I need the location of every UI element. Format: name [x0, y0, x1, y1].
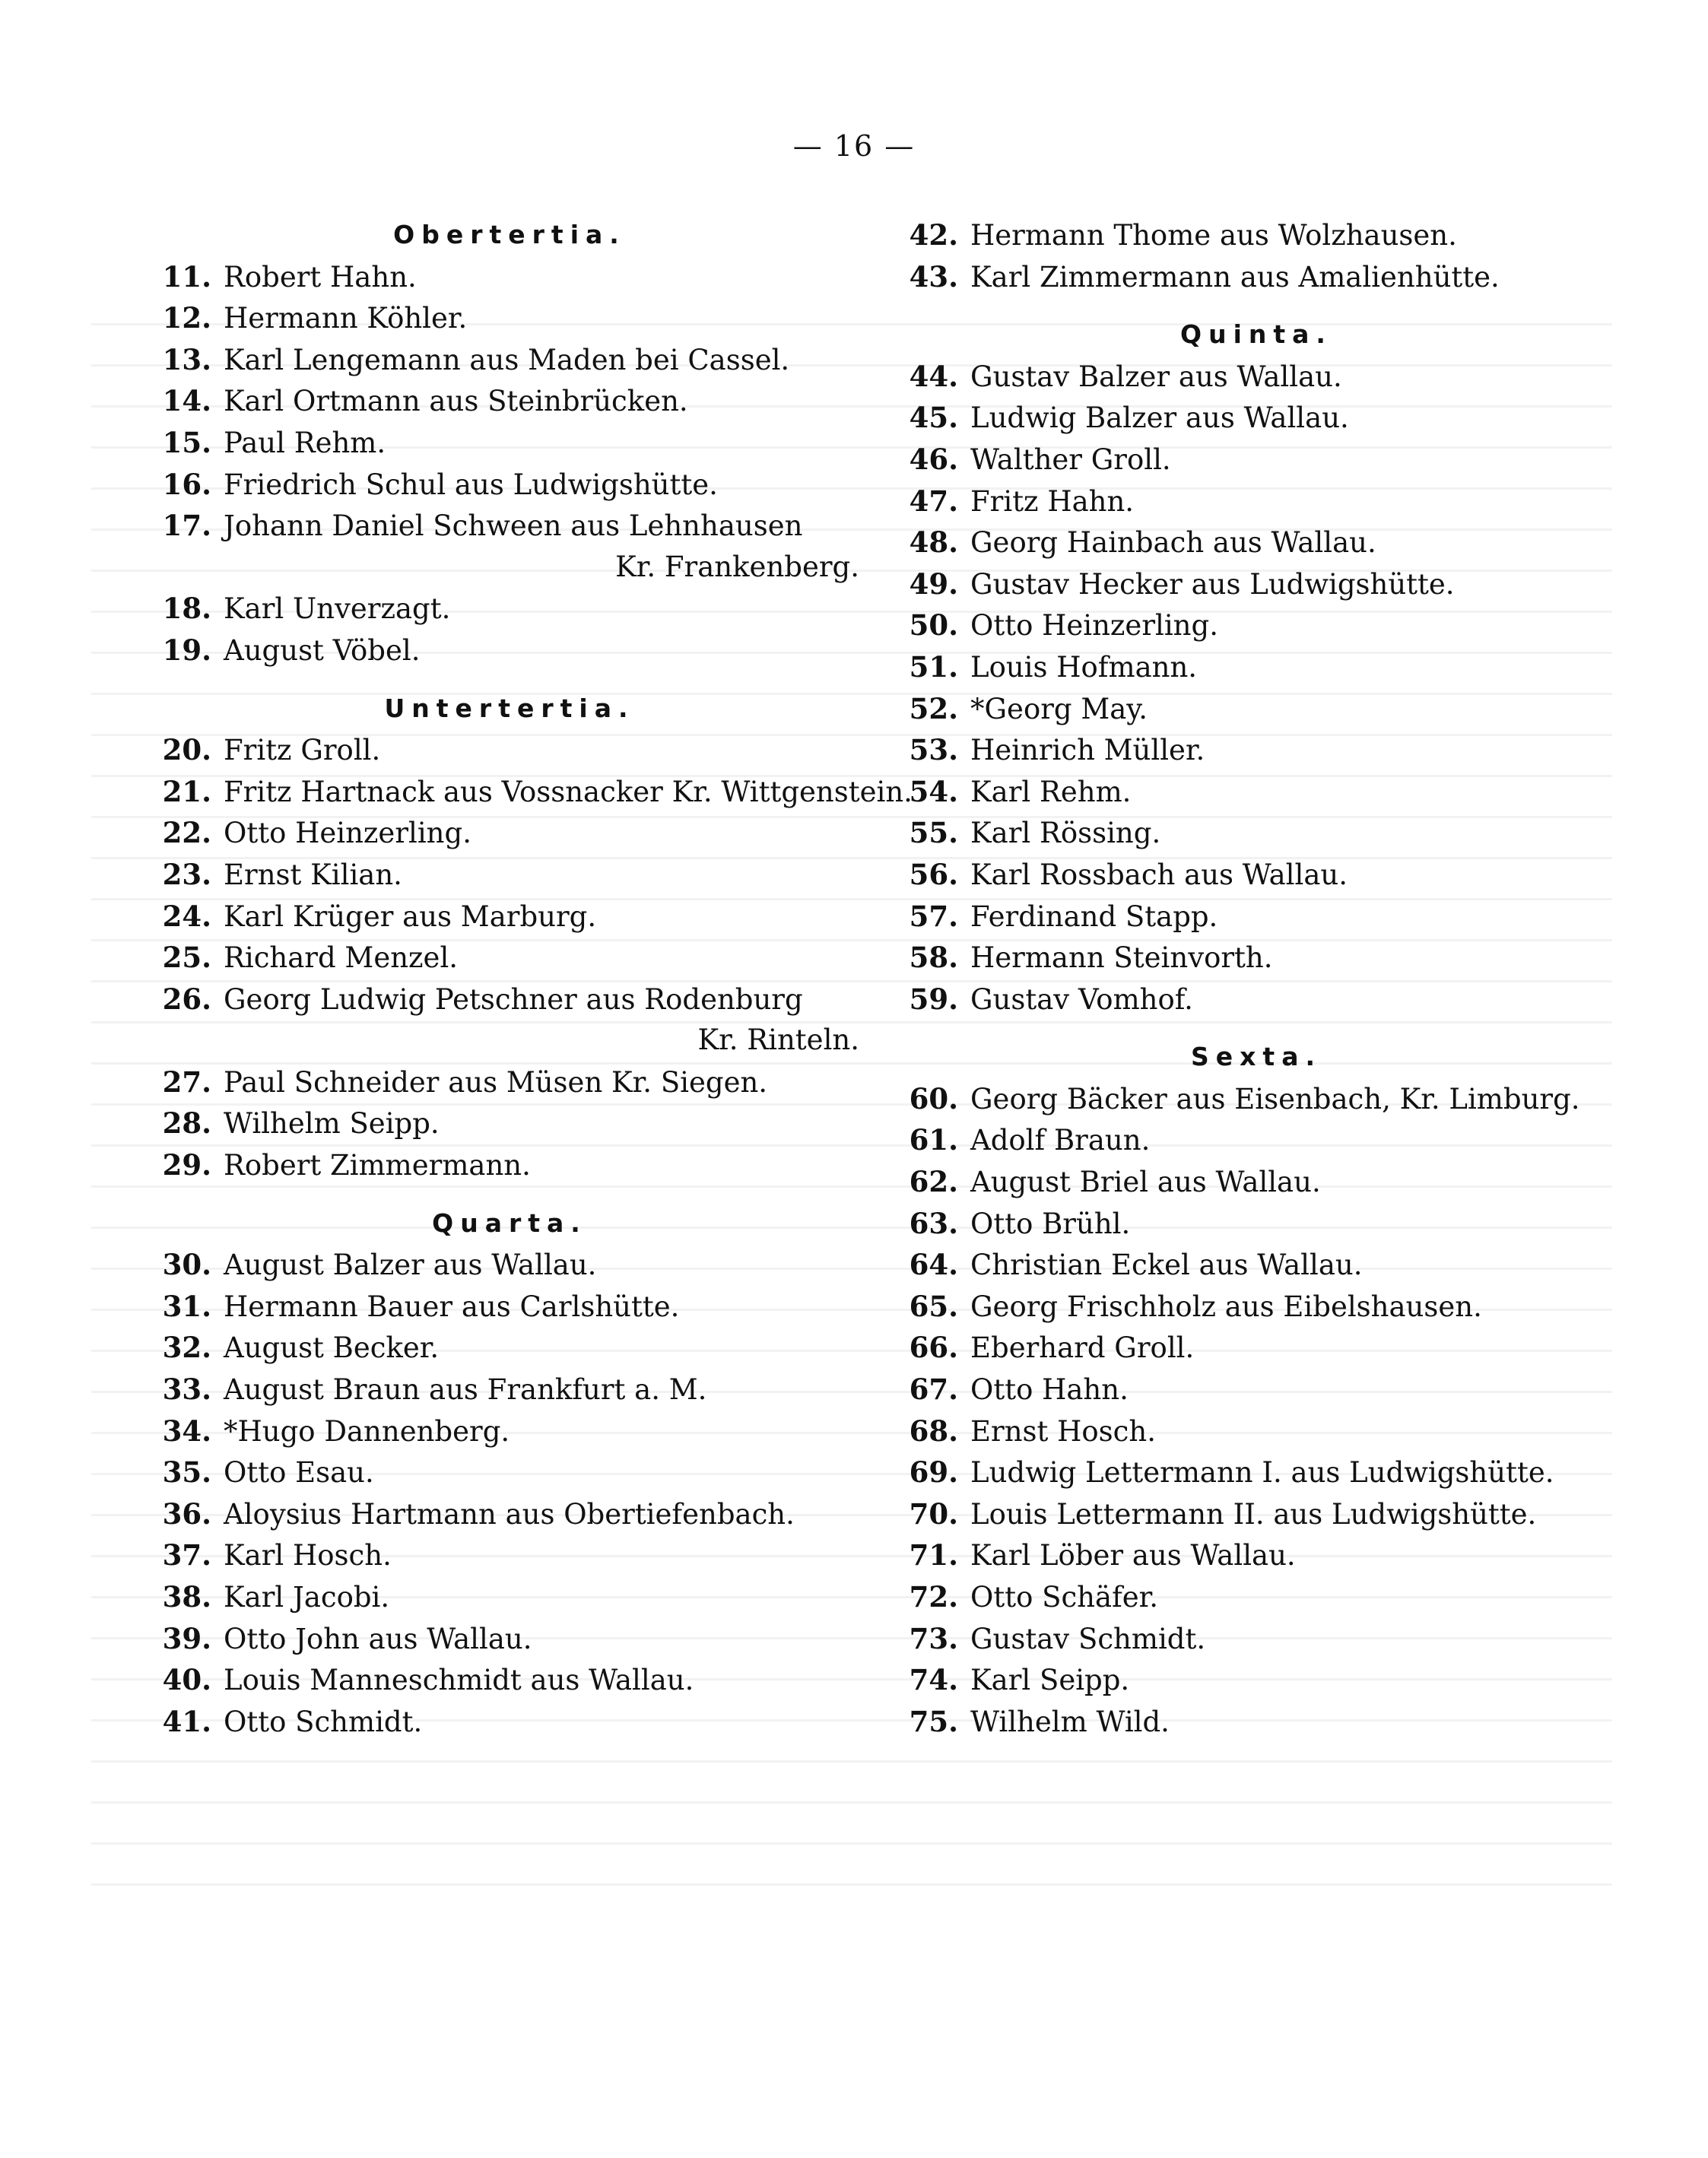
student-entry: [144, 812, 875, 854]
entry-number: 57.: [909, 899, 958, 933]
student-entry: [144, 588, 875, 630]
entry-number: 37.: [162, 1538, 211, 1572]
student-name: Karl Unverzagt.: [224, 592, 451, 626]
student-entry: [891, 1286, 1621, 1328]
student-name: Wilhelm Wild.: [970, 1705, 1170, 1738]
student-entry: [144, 1369, 875, 1411]
student-entry: [891, 771, 1621, 813]
student-name: Friedrich Schul aus Ludwigshütte.: [224, 468, 718, 501]
student-entry: [144, 729, 875, 771]
student-entry: [891, 214, 1621, 256]
student-name: Paul Schneider aus Müsen Kr. Siegen.: [224, 1065, 768, 1099]
student-entry: [891, 937, 1621, 979]
entry-number: 42.: [909, 218, 958, 252]
student-entry: [891, 729, 1621, 771]
student-entry: [891, 854, 1621, 896]
entry-number: 66.: [909, 1331, 958, 1365]
entry-number: 63.: [909, 1206, 958, 1240]
entry-continuation: Kr. Frankenberg.: [615, 550, 859, 583]
student-name: Ludwig Balzer aus Wallau.: [970, 401, 1349, 435]
student-name: Gustav Vomhof.: [970, 982, 1193, 1016]
student-entry: [144, 339, 875, 381]
student-name: Otto John aus Wallau.: [224, 1622, 532, 1655]
student-name: Georg Hainbach aus Wallau.: [970, 526, 1376, 560]
entry-number: 31.: [162, 1289, 211, 1323]
student-name: Karl Zimmermann aus Amalienhütte.: [970, 260, 1500, 294]
entry-number: 16.: [162, 467, 211, 501]
class-heading: Untertertia.: [384, 693, 635, 723]
student-name: Christian Eckel aus Wallau.: [970, 1249, 1363, 1282]
entry-number: 49.: [909, 566, 958, 601]
student-entry: [891, 1659, 1621, 1701]
student-name: Fritz Groll.: [224, 734, 381, 767]
student-entry: [891, 256, 1621, 298]
entry-number: 39.: [162, 1621, 211, 1655]
entry-number: 56.: [909, 857, 958, 891]
student-name: Otto Heinzerling.: [970, 609, 1218, 643]
student-name: Ferdinand Stapp.: [970, 900, 1218, 933]
entry-number: 60.: [909, 1081, 958, 1115]
student-entry: [891, 896, 1621, 938]
student-name: Ernst Kilian.: [224, 858, 402, 891]
entry-number: 68.: [909, 1414, 958, 1448]
student-entry: [144, 1659, 875, 1701]
student-name: Aloysius Hartmann aus Obertiefenbach.: [224, 1497, 795, 1531]
student-name: Otto Heinzerling.: [224, 817, 471, 850]
student-name: Karl Löber aus Wallau.: [970, 1539, 1296, 1572]
entry-number: 46.: [909, 442, 958, 476]
student-name: Georg Frischholz aus Eibelshausen.: [970, 1290, 1482, 1323]
entry-number: 22.: [162, 816, 211, 850]
page-number: — 16 —: [792, 129, 916, 163]
entry-number: 17.: [162, 509, 211, 543]
student-name: August Briel aus Wallau.: [970, 1166, 1321, 1199]
entry-number: 44.: [909, 359, 958, 393]
student-name: Hermann Köhler.: [224, 302, 468, 335]
student-name: Wilhelm Seipp.: [224, 1107, 440, 1141]
student-name: Fritz Hahn.: [970, 484, 1135, 518]
student-entry: [891, 1618, 1621, 1660]
student-entry: [891, 979, 1621, 1020]
student-name: Hermann Thome aus Wolzhausen.: [970, 219, 1457, 252]
student-entry: [891, 688, 1621, 730]
student-name: Ludwig Lettermann I. aus Ludwigshütte.: [970, 1456, 1554, 1490]
entry-number: 25.: [162, 941, 211, 975]
entry-number: 24.: [162, 899, 211, 933]
entry-number: 11.: [162, 259, 211, 294]
student-entry: [891, 356, 1621, 398]
entry-number: 28.: [162, 1106, 211, 1141]
student-entry: [144, 380, 875, 422]
student-entry: [144, 937, 875, 979]
student-entry: [144, 1701, 875, 1743]
entry-number: 40.: [162, 1663, 211, 1697]
entry-number: 18.: [162, 592, 211, 626]
student-entry: [144, 505, 875, 547]
entry-number: 33.: [162, 1373, 211, 1407]
student-name: Eberhard Groll.: [970, 1331, 1195, 1365]
entry-number: 54.: [909, 774, 958, 808]
student-list-left-column: [144, 214, 913, 1742]
student-entry: [144, 1244, 875, 1286]
student-name: Karl Rehm.: [970, 775, 1132, 808]
student-entry: [891, 397, 1621, 439]
student-name: Karl Jacobi.: [224, 1581, 390, 1614]
student-name: Karl Krüger aus Marburg.: [224, 900, 597, 933]
student-entry: [144, 297, 875, 339]
student-entry: [891, 563, 1621, 605]
entry-number: 36.: [162, 1496, 211, 1531]
student-name: Robert Hahn.: [224, 260, 417, 294]
student-name: Hermann Steinvorth.: [970, 941, 1273, 975]
student-name: August Braun aus Frankfurt a. M.: [224, 1373, 707, 1407]
student-name: Karl Ortmann aus Steinbrücken.: [224, 385, 688, 418]
entry-number: 45.: [909, 401, 958, 435]
entry-number: 13.: [162, 342, 211, 376]
student-entry: [891, 1119, 1621, 1161]
student-entry: [144, 1144, 875, 1186]
entry-number: 48.: [909, 525, 958, 560]
entry-number: 52.: [909, 691, 958, 725]
student-name: *Hugo Dannenberg.: [224, 1414, 510, 1448]
student-entry: [144, 1534, 875, 1576]
student-entry: [144, 979, 875, 1020]
entry-number: 53.: [909, 733, 958, 767]
class-heading: Obertertia.: [393, 220, 626, 249]
student-entry: [144, 630, 875, 671]
entry-number: 70.: [909, 1496, 958, 1531]
student-name: Paul Rehm.: [224, 426, 386, 459]
student-name: Richard Menzel.: [224, 941, 459, 975]
student-entry: [144, 1103, 875, 1144]
student-entry: [144, 1618, 875, 1660]
student-name: Louis Hofmann.: [970, 650, 1198, 684]
student-entry: [144, 1493, 875, 1535]
student-entry: [891, 1327, 1621, 1369]
student-entry: [144, 256, 875, 298]
entry-number: 55.: [909, 816, 958, 850]
student-name: Louis Lettermann II. aus Ludwigshütte.: [970, 1497, 1537, 1531]
student-entry: [144, 1411, 875, 1452]
entry-number: 50.: [909, 608, 958, 643]
student-name: Gustav Schmidt.: [970, 1622, 1206, 1655]
entry-number: 61.: [909, 1123, 958, 1157]
student-name: Otto Hahn.: [970, 1373, 1129, 1407]
class-heading: Quinta.: [1180, 319, 1332, 350]
entry-number: 14.: [162, 384, 211, 418]
student-entry: [891, 1203, 1621, 1245]
student-entry: [891, 439, 1621, 481]
entry-number: 15.: [162, 425, 211, 459]
student-name: Georg Ludwig Petschner aus Rodenburg: [224, 982, 803, 1016]
student-entry: [891, 605, 1621, 646]
student-entry: [891, 1411, 1621, 1452]
class-heading: Sexta.: [1190, 1042, 1322, 1072]
entry-number: 59.: [909, 982, 958, 1016]
student-entry: [144, 854, 875, 896]
student-name: Robert Zimmermann.: [224, 1149, 531, 1182]
student-entry: [144, 1062, 875, 1103]
student-name: *Georg May.: [970, 692, 1148, 725]
student-entry: [891, 1493, 1621, 1535]
student-entry: [891, 1452, 1621, 1493]
entry-number: 38.: [162, 1580, 211, 1614]
student-name: Karl Lengemann aus Maden bei Cassel.: [224, 343, 790, 376]
student-entry: [144, 896, 875, 938]
entry-number: 29.: [162, 1148, 211, 1182]
entry-number: 62.: [909, 1165, 958, 1199]
entry-number: 69.: [909, 1455, 958, 1490]
student-name: Walther Groll.: [970, 443, 1171, 476]
student-entry: [891, 1576, 1621, 1618]
student-entry: [144, 1286, 875, 1328]
student-name: Fritz Hartnack aus Vossnacker Kr. Wittgenstein.: [224, 775, 913, 808]
entry-number: 74.: [909, 1663, 958, 1697]
student-name: Heinrich Müller.: [970, 734, 1205, 767]
student-entry: [891, 812, 1621, 854]
entry-number: 35.: [162, 1455, 211, 1490]
student-entry: [144, 771, 913, 813]
student-name: Karl Seipp.: [970, 1664, 1130, 1697]
entry-number: 75.: [909, 1704, 958, 1738]
student-entry: [891, 1369, 1621, 1411]
student-entry: [891, 1161, 1621, 1203]
student-entry: [144, 464, 875, 506]
student-entry: [891, 1244, 1621, 1286]
entry-number: 58.: [909, 941, 958, 975]
student-entry: [144, 1327, 875, 1369]
student-entry: [891, 522, 1621, 563]
student-entry: [144, 422, 875, 464]
student-name: August Balzer aus Wallau.: [224, 1249, 597, 1282]
student-entry: [891, 1078, 1621, 1120]
entry-number: 71.: [909, 1538, 958, 1572]
entry-number: 47.: [909, 484, 958, 518]
entry-number: 26.: [162, 982, 211, 1016]
student-name: Gustav Hecker aus Ludwigshütte.: [970, 567, 1455, 601]
student-entry: [891, 481, 1621, 522]
student-name: Louis Manneschmidt aus Wallau.: [224, 1664, 694, 1697]
student-name: Karl Rossbach aus Wallau.: [970, 858, 1348, 891]
entry-continuation: Kr. Rinteln.: [697, 1023, 859, 1057]
entry-number: 65.: [909, 1289, 958, 1323]
entry-number: 19.: [162, 633, 211, 667]
entry-number: 73.: [909, 1621, 958, 1655]
student-name: Hermann Bauer aus Carlshütte.: [224, 1290, 680, 1323]
student-name: Johann Daniel Schween aus Lehnhausen: [224, 509, 803, 543]
student-entry: [144, 1452, 875, 1493]
entry-number: 41.: [162, 1704, 211, 1738]
student-name: Otto Brühl.: [970, 1207, 1131, 1240]
entry-number: 32.: [162, 1331, 211, 1365]
entry-number: 30.: [162, 1248, 211, 1282]
class-heading: Quarta.: [432, 1208, 587, 1238]
student-name: Karl Hosch.: [224, 1539, 392, 1572]
entry-number: 43.: [909, 259, 958, 294]
entry-number: 21.: [162, 774, 211, 808]
student-entry: [891, 1701, 1621, 1743]
student-list-right-column: [891, 214, 1621, 1742]
entry-number: 20.: [162, 733, 211, 767]
student-name: Ernst Hosch.: [970, 1414, 1156, 1448]
entry-number: 64.: [909, 1248, 958, 1282]
student-name: August Vöbel.: [224, 633, 421, 667]
student-name: Gustav Balzer aus Wallau.: [970, 360, 1342, 393]
entry-number: 27.: [162, 1065, 211, 1099]
entry-number: 67.: [909, 1373, 958, 1407]
entry-number: 51.: [909, 649, 958, 684]
student-name: Adolf Braun.: [970, 1124, 1151, 1157]
entry-number: 34.: [162, 1414, 211, 1448]
entry-number: 72.: [909, 1580, 958, 1614]
student-name: Otto Schäfer.: [970, 1581, 1159, 1614]
student-name: August Becker.: [224, 1331, 440, 1365]
student-name: Georg Bäcker aus Eisenbach, Kr. Limburg.: [970, 1082, 1580, 1115]
student-name: Otto Esau.: [224, 1456, 374, 1490]
student-name: Karl Rössing.: [970, 817, 1161, 850]
student-entry: [891, 646, 1621, 688]
entry-number: 12.: [162, 301, 211, 335]
student-entry: [144, 1576, 875, 1618]
student-name: Otto Schmidt.: [224, 1705, 423, 1738]
student-entry: [891, 1534, 1621, 1576]
entry-number: 23.: [162, 857, 211, 891]
